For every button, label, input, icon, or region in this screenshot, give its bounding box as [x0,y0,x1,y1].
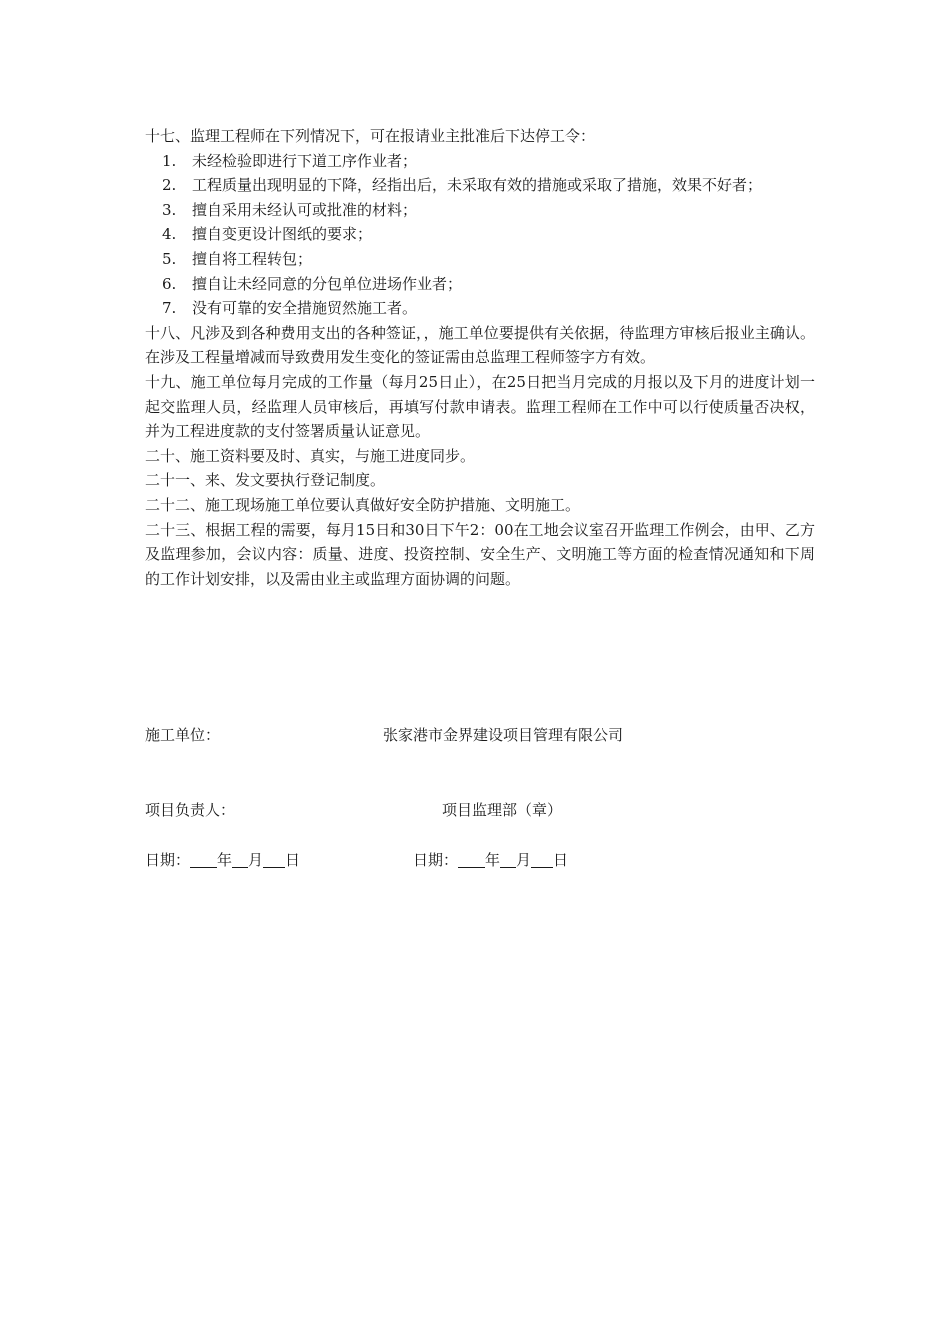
document-body [145,124,815,591]
section-17-heading: 十七、监理工程师在下列情况下，可在报请业主批准后下达停工令： [145,127,596,145]
manager-label: 项目负责人： [145,801,236,819]
list-item: 6. 擅自让未经同意的分包单位进场作业者； [162,274,463,293]
list-item: 7. 没有可靠的安全措施贸然施工者。 [162,299,418,318]
month-blank [500,851,516,868]
year-blank [458,851,485,868]
day-blank [531,851,553,868]
company-name: 张家港市金界建设项目管理有限公司 [383,726,624,744]
list-item: 3. 擅自采用未经认可或批准的材料； [162,200,418,219]
year-blank [190,851,217,868]
supervisor-date: 日期： 年 月 日 [413,851,569,869]
section-23: 二十三、根据工程的需要，每月15日和30日下午2：00在工地会议室召开监理工作例会，由甲、乙方及监理参加，会议内容：质量、进度、投资控制、安全生产、文明施工等方面的检查情况通知和下周的工作计划安排，以及需由业主或监理方面协调的问题。 [145,520,815,588]
contractor-row [145,724,624,745]
section-21: 二十一、来、发文要执行登记制度。 [145,471,386,490]
stop-work-conditions-list [145,149,815,321]
date-row [145,849,569,870]
contractor-label: 施工单位： [145,726,221,744]
list-item: 1. 未经检验即进行下道工序作业者； [162,151,418,170]
section-22: 二十二、施工现场施工单位要认真做好安全防护措施、文明施工。 [145,495,581,514]
list-item: 4. 擅自变更设计图纸的要求； [162,225,373,244]
list-item: 5. 擅自将工程转包； [162,249,313,268]
month-blank [232,851,248,868]
day-blank [263,851,285,868]
list-item: 2. 工程质量出现明显的下降，经指出后，未采取有效的措施或采取了措施，效果不好者； [162,176,763,195]
section-18: 十八、凡涉及到各种费用支出的各种签证，，施工单位要提供有关依据，待监理方审核后报业主确认。在涉及工程量增减而导致费用发生变化的签证需由总监理工程师签字方有效。 [145,323,815,367]
supervision-dept: 项目监理部（章） [442,801,563,819]
section-19: 十九、施工单位每月完成的工作量（每月25日止），在25日把当月完成的月报以及下月的进度计划一起交监理人员，经监理人员审核后，再填写付款申请表。监理工程师在工作中可以行使质量否决权，并为工程进度款的支付签署质量认证意见。 [145,372,815,441]
contractor-date: 日期： 年 月 日 [145,851,301,869]
section-20: 二十、施工资料要及时、真实，与施工进度同步。 [145,446,476,465]
manager-row [145,799,563,820]
